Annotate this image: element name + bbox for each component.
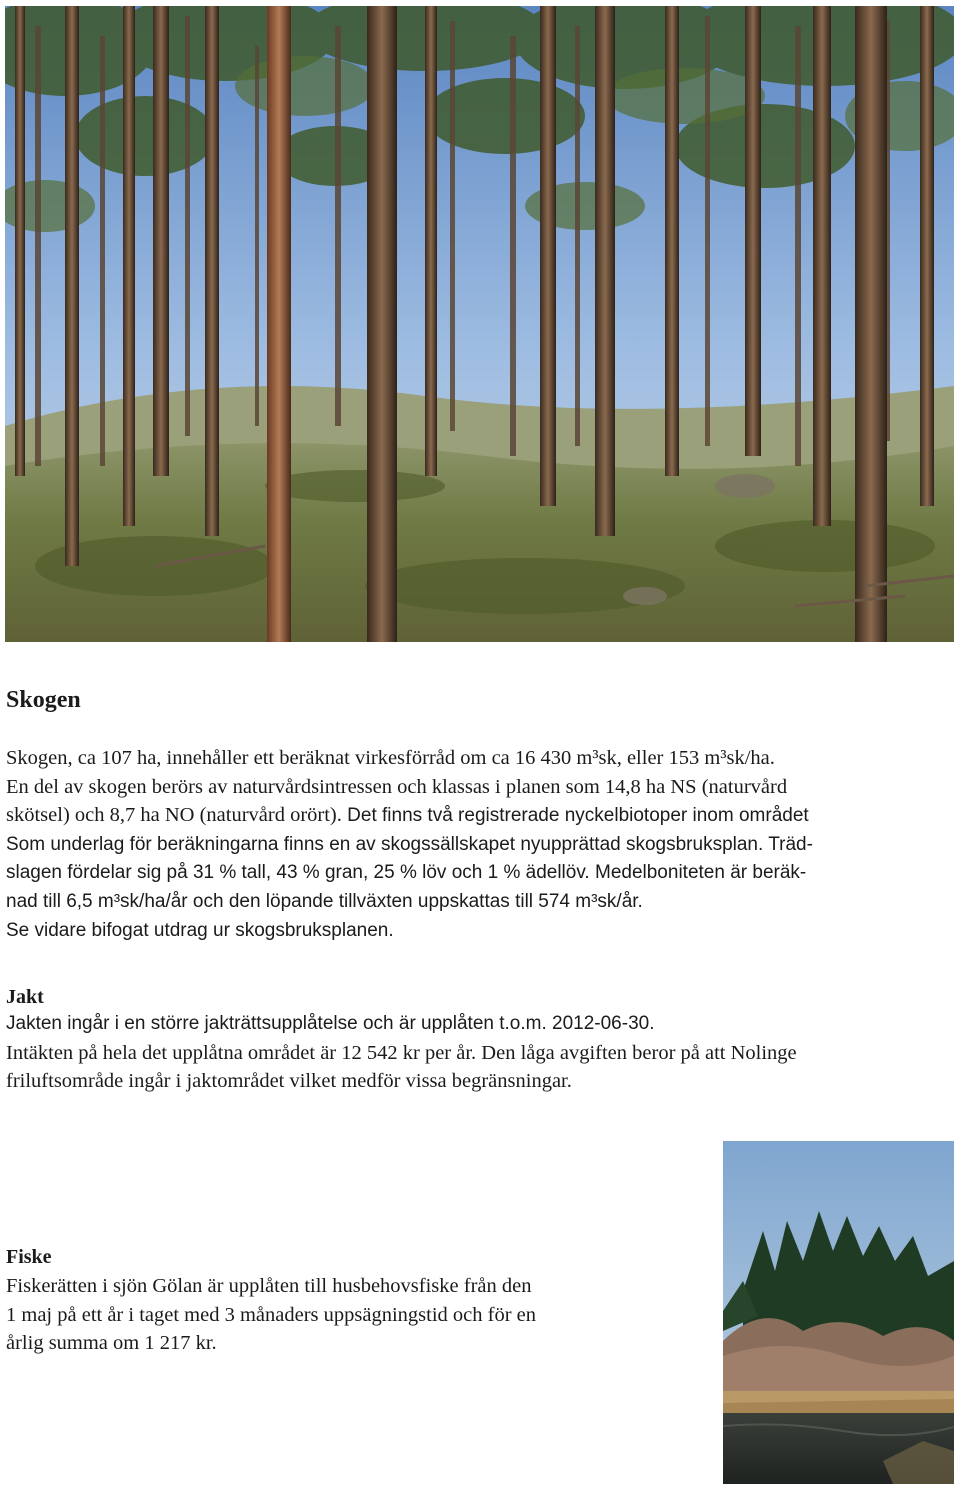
section-heading-skogen: Skogen: [6, 687, 81, 713]
skogen-line-part: skötsel) och 8,7 ha NO (naturvård orört).: [6, 804, 342, 827]
fiske-paragraph: [6, 1272, 706, 1358]
jakt-line: Jakten ingår i en större jakträttsupplåtelse och är upplåten t.o.m. 2012-06-30.: [6, 1013, 655, 1034]
skogen-paragraph: [6, 744, 956, 945]
forest-photo-graphic: [5, 6, 954, 642]
fiske-line: årlig summa om 1 217 kr.: [6, 1332, 217, 1355]
fiske-line: Fiskerätten i sjön Gölan är upplåten till husbehovsfiske från den: [6, 1275, 532, 1297]
jakt-paragraph: [6, 1010, 956, 1096]
jakt-line: friluftsområde ingår i jaktområdet vilket medför vissa begränsningar.: [6, 1070, 572, 1093]
skogen-line-part: Det finns två registrerade nyckelbiotoper inom området: [341, 805, 809, 827]
skogen-line: Som underlag för beräkningarna finns en av skogssällskapet nyupprättad skogsbruksplan. Träd-: [6, 833, 813, 855]
section-heading-jakt: Jakt: [6, 986, 44, 1008]
fiske-line: 1 maj på ett år i taget med 3 månaders uppsägningstid och för en: [6, 1303, 536, 1326]
forest-photo: [5, 6, 954, 642]
skogen-line: slagen fördelar sig på 31 % tall, 43 % gran, 25 % löv och 1 % ädellöv. Medelboniteten är beräk-: [6, 862, 807, 884]
skogen-line: [6, 801, 956, 831]
jakt-line: Intäkten på hela det upplåtna området är 12 542 kr per år. Den låga avgiften beror på att Nolinge: [6, 1041, 797, 1064]
skogen-line: nad till 6,5 m³sk/ha/år och den löpande tillväxten uppskattas till 574 m³sk/år.: [6, 890, 643, 912]
section-heading-fiske: Fiske: [6, 1246, 52, 1268]
skogen-line: Se vidare bifogat utdrag ur skogsbruksplanen.: [6, 919, 394, 941]
lake-photo: [723, 1141, 954, 1484]
skogen-line: En del av skogen berörs av naturvårdsintressen och klassas i planen som 14,8 ha NS (naturvård: [6, 775, 788, 798]
lake-photo-graphic: [723, 1141, 954, 1484]
skogen-line: Skogen, ca 107 ha, innehåller ett beräknat virkesförråd om ca 16 430 m³sk, eller 153 m³sk/ha.: [6, 747, 775, 769]
